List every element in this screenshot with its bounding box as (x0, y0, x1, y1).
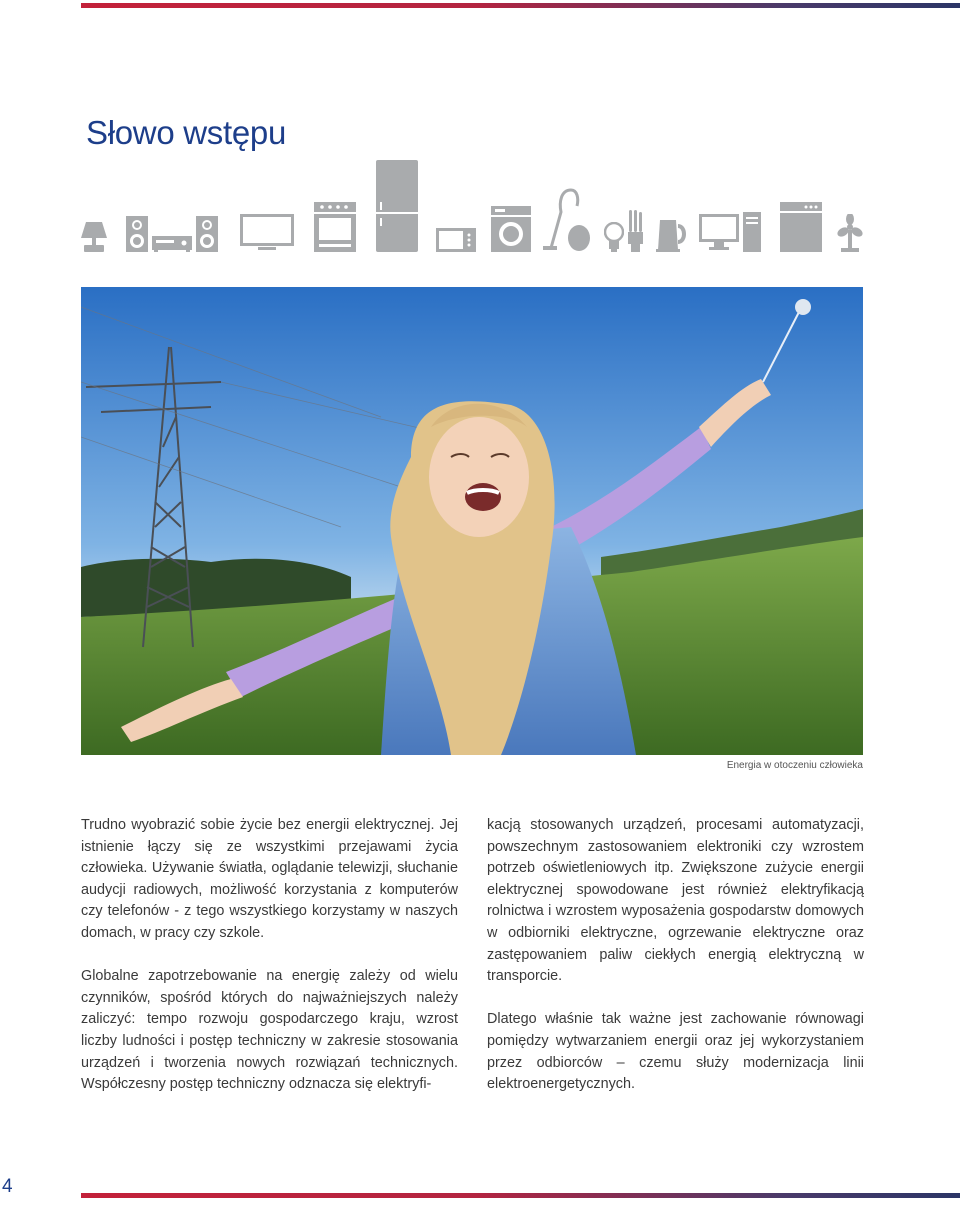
photo-caption: Energia w otoczeniu człowieka (726, 760, 863, 771)
page-number: 4 (2, 1176, 13, 1197)
energy-saving-bulb-icon (626, 210, 644, 252)
paragraph: Trudno wyobrazić sobie życie bez energii elektrycznej. Jej istnienie łączy się ze wszystkimi przejawami życia człowieka. Używanie światła, oglądanie telewizji, słuchanie audycji radiowych, możliwość korzystania z komputerów czy telefonów - z tego wszystkiego korzystamy w naszych domach, w pracy czy szkole. (81, 817, 458, 941)
lamp-icon (80, 220, 108, 252)
text-column-right (487, 815, 864, 1117)
fan-icon (836, 214, 864, 252)
appliance-icon-row (80, 158, 864, 254)
paragraph: Globalne zapotrzebowanie na energię zależy od wielu czynników, spośród których do najważniejszych należy zaliczyć: tempo rozwoju gospodarczego kraju, wzrost liczby ludności i postęp techniczny w zakresie stosowania urządzeń i tworzenia nowych rozwiązań technicznych. Współczesny postęp techniczny odznacza się elektryfi- (81, 968, 458, 1093)
dvd-player-icon (152, 236, 192, 252)
bottom-accent-bar (81, 1193, 960, 1198)
top-accent-bar (81, 3, 960, 8)
paragraph: Dlatego właśnie tak ważne jest zachowanie równowagi pomiędzy wytwarzaniem energii oraz jej wykorzystaniem przez odbiorców – czemu służy modernizacja linii elektroenergetycznych. (487, 1011, 864, 1093)
computer-icon (699, 212, 761, 252)
washing-machine-icon (491, 206, 531, 252)
fridge-icon (376, 160, 418, 252)
dishwasher-icon (780, 202, 822, 252)
light-bulb-icon (604, 222, 624, 252)
tv-icon (240, 214, 294, 252)
stove-icon (314, 202, 356, 252)
paragraph: kacją stosowanych urządzeń, procesami automatyzacji, powszechnym zastosowaniem elektroniki czy wzrostem potrzeb oświetleniowych itp. Zwiększone zużycie energii elektrycznej spowodowane jest również elektryfikacją rolnictwa i wzrostem wyposażenia gospodarstw domowych w odbiorniki elektryczne, ogrzewanie elektryczne oraz zastępowaniem paliw ciekłych energią elektryczną w transporcie. (487, 817, 864, 985)
text-column-left (81, 815, 458, 1117)
speaker-icon (126, 216, 148, 252)
vacuum-cleaner-icon (541, 188, 591, 252)
page-title: Słowo wstępu (86, 114, 287, 151)
speaker-icon (196, 216, 218, 252)
microwave-icon (436, 228, 476, 252)
kettle-icon (656, 218, 688, 252)
hero-photo (81, 287, 863, 755)
